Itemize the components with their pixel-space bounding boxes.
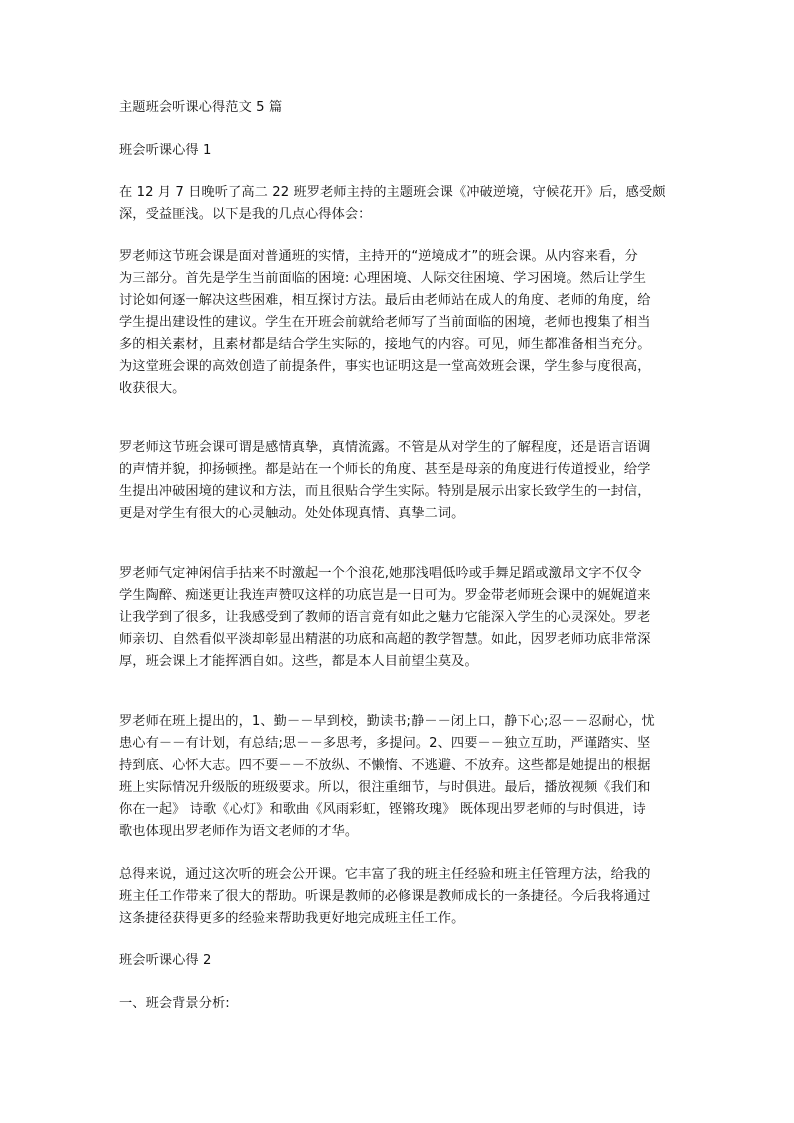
paragraph-line: 师亲切、自然看似平淡却彰显出精湛的功底和高超的教学智慧。如此，因罗老师功底非常深 — [119, 632, 651, 647]
paragraph-line: 歌也体现出罗老师作为语文老师的才华。 — [119, 824, 359, 839]
paragraph-line: 厚，班会课上才能挥洒自如。这些，都是本人目前望尘莫及。 — [119, 654, 478, 669]
paragraph-line: 收获很大。 — [119, 381, 186, 396]
paragraph-line: 为这堂班会课的高效创造了前提条件，事实也证明这是一堂高效班会课，学生参与度很高， — [119, 359, 651, 374]
paragraph-line: 你在一起》 诗歌《心灯》和歌曲《风雨彩虹，铿锵玫瑰》 既体现出罗老师的与时俱进，诗 — [119, 802, 646, 817]
paragraph-line: 罗老师在班上提出的，1、勤－－早到校，勤读书;静－－闭上口，静下心;忍－－忍耐心，忧 — [119, 714, 655, 729]
paragraph-line: 为三部分。首先是学生当前面临的困境: 心理困境、人际交往困境、学习困境。然后让学生 — [119, 271, 647, 286]
document-title: 主题班会听课心得范文 5 篇 — [119, 100, 283, 115]
section-heading: 一、班会背景分析: — [119, 996, 230, 1011]
heading-1: 班会听课心得 1 — [119, 143, 212, 158]
paragraph-line: 罗老师这节班会课是面对普通班的实情，主持开的“逆境成才”的班会课。从内容来看，分 — [119, 249, 638, 264]
heading-2: 班会听课心得 2 — [119, 953, 212, 968]
paragraph-line: 班主任工作带来了很大的帮助。听课是教师的必修课是教师成长的一条捷径。今后我将通过 — [119, 889, 651, 904]
paragraph-line: 学生提出建设性的建议。学生在开班会前就给老师写了当前面临的困境，老师也搜集了相当 — [119, 315, 651, 330]
paragraph-line: 的声情并貌，抑扬顿挫。都是站在一个师长的角度、甚至是母亲的角度进行传道授业，给学 — [119, 462, 651, 477]
paragraph-line: 在 12 月 7 日晚听了高二 22 班罗老师主持的主题班会课《冲破逆境，守候花开》后，感受颇 — [119, 185, 666, 200]
paragraph-line: 更是对学生有很大的心灵触动。处处体现真情、真挚二词。 — [119, 506, 465, 521]
paragraph-line: 让我学到了很多，让我感受到了教师的语言竟有如此之魅力它能深入学生的心灵深处。罗老 — [119, 610, 651, 625]
paragraph-line: 罗老师气定神闲信手拈来不时激起一个个浪花,她那浅唱低吟或手舞足蹈或激昂文字不仅令 — [119, 566, 642, 581]
paragraph-line: 深，受益匪浅。以下是我的几点心得体会： — [119, 207, 372, 222]
paragraph-line: 罗老师这节班会课可谓是感情真挚，真情流露。不管是从对学生的了解程度，还是语言语调 — [119, 440, 651, 455]
paragraph-line: 这条捷径获得更多的经验来帮助我更好地完成班主任工作。 — [119, 911, 465, 926]
paragraph-line: 患心有－－有计划，有总结;思－－多思考，多提问。2、四要－－独立互助，严谨踏实、坚 — [119, 736, 651, 751]
paragraph-line: 讨论如何逐一解决这些困难，相互探讨方法。最后由老师站在成人的角度、老师的角度，给 — [119, 293, 651, 308]
paragraph-line: 持到底、心怀大志。四不要－－不放纵、不懒惰、不逃避、不放弃。这些都是她提出的根据 — [119, 758, 651, 773]
paragraph-line: 总得来说，通过这次听的班会公开课。它丰富了我的班主任经验和班主任管理方法，给我的 — [119, 867, 651, 882]
paragraph-line: 多的相关素材，且素材都是结合学生实际的，接地气的内容。可见，师生都准备相当充分。 — [119, 337, 651, 352]
paragraph-line: 班上实际情况升级版的班级要求。所以，很注重细节，与时俱进。最后，播放视频《我们和 — [119, 780, 651, 795]
paragraph-line: 生提出冲破困境的建议和方法，而且很贴合学生实际。特别是展示出家长致学生的一封信， — [119, 484, 651, 499]
paragraph-line: 学生陶醉、痴迷更让我连声赞叹这样的功底岂是一日可为。罗金带老师班会课中的娓娓道来 — [119, 588, 651, 603]
